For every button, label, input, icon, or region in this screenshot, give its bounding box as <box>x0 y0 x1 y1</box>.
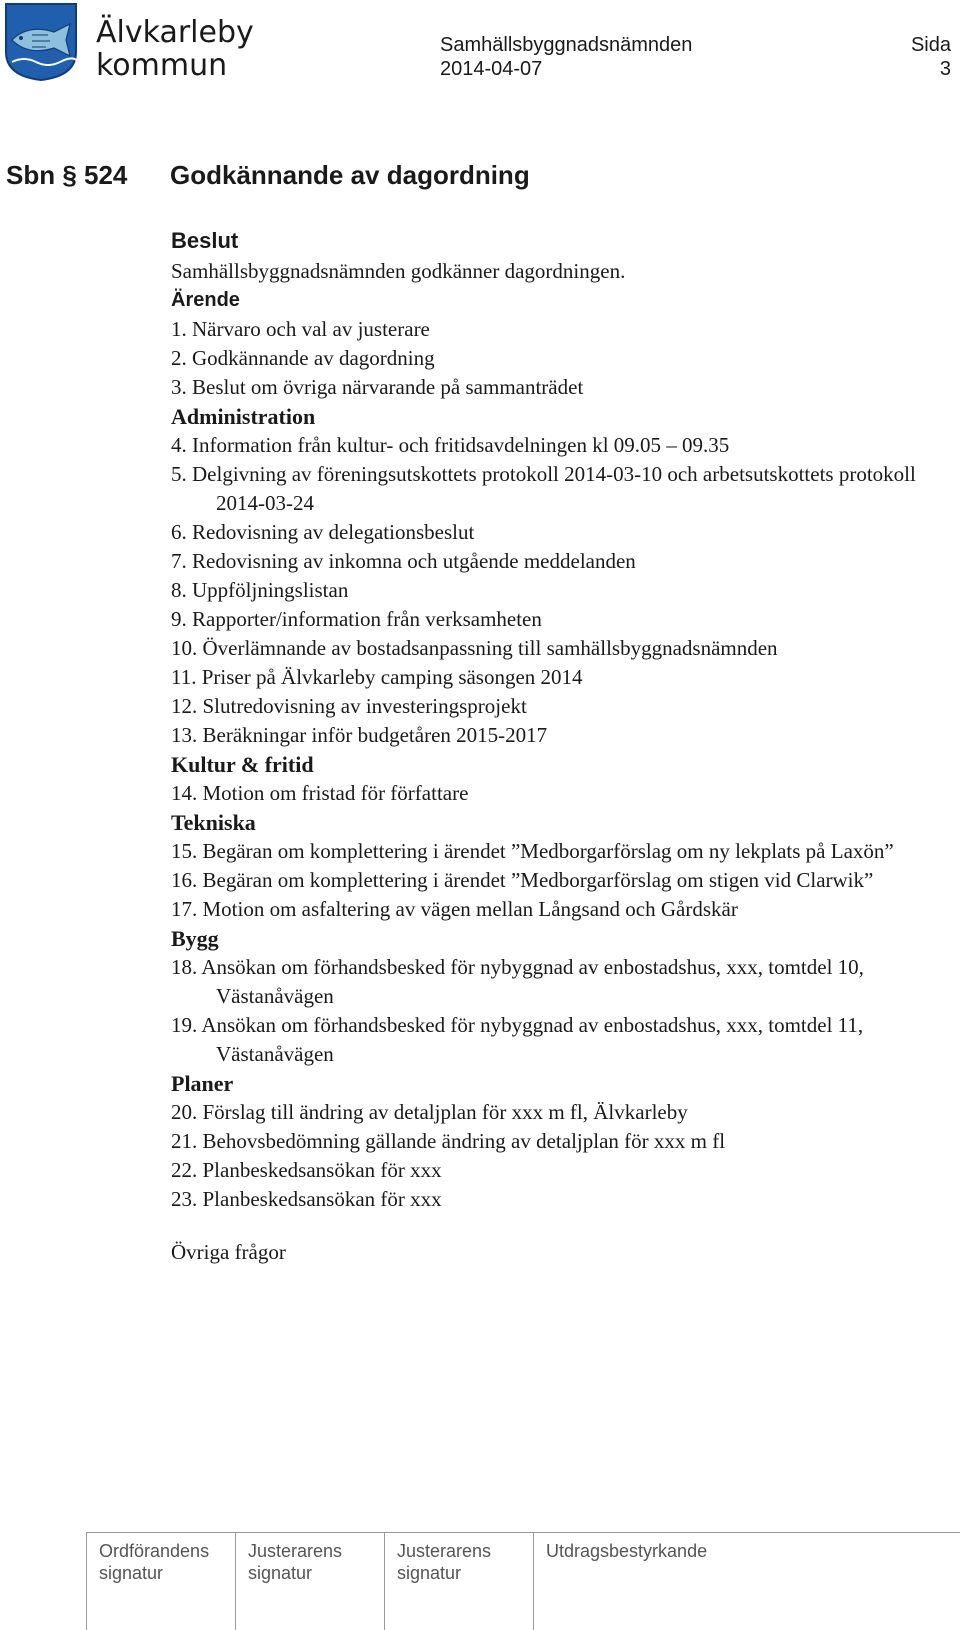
committee-name: Samhällsbyggnadsnämnden <box>440 34 693 56</box>
agenda-item: 19. Ansökan om förhandsbesked för nybyggnad av enbostadshus, xxx, tomtdel 11, Västanåvägen <box>171 1013 864 1066</box>
footer-label: Utdragsbestyrkande <box>546 1541 708 1561</box>
footer-label: signatur <box>248 1563 313 1583</box>
section-number: Sbn § 524 <box>6 160 128 190</box>
certification-box <box>533 1533 960 1630</box>
chair-signature-box <box>86 1533 235 1630</box>
agenda-item: 10. Överlämnande av bostadsanpassning till samhällsbyggnadsnämnden <box>171 636 778 660</box>
group-heading: Kultur & fritid <box>171 752 314 777</box>
agenda-item: 7. Redovisning av inkomna och utgående meddelanden <box>171 549 636 573</box>
adjuster-signature-box <box>235 1533 384 1630</box>
agenda-item: 12. Slutredovisning av investeringsprojekt <box>171 694 527 718</box>
agenda-item: 4. Information från kultur- och fritidsavdelningen kl 09.05 – 09.35 <box>171 433 730 457</box>
brand-line-2: kommun <box>96 48 228 83</box>
section-title: Godkännande av dagordning <box>170 160 530 190</box>
agenda-group <box>171 750 941 808</box>
agenda-item: 22. Planbeskedsansökan för xxx <box>171 1158 442 1182</box>
footer-label: Justerarens <box>397 1541 492 1561</box>
adjuster-signature-box <box>384 1533 533 1630</box>
footer-label: signatur <box>99 1563 164 1583</box>
agenda-item: 2. Godkännande av dagordning <box>171 346 435 370</box>
agenda-item: 1. Närvaro och val av justerare <box>171 317 430 341</box>
agenda-item: 11. Priser på Älvkarleby camping säsongen 2014 <box>171 665 583 689</box>
agenda-item: 5. Delgivning av föreningsutskottets protokoll 2014-03-10 och arbetsutskottets protokoll 2014-03-24 <box>171 462 916 515</box>
decision-heading: Beslut <box>171 228 239 253</box>
group-heading: Administration <box>171 404 316 429</box>
agenda-item: 15. Begäran om komplettering i ärendet ”Medborgarförslag om ny lekplats på Laxön” <box>171 839 894 863</box>
decision-text: Samhällsbyggnadsnämnden godkänner dagordningen. <box>171 259 626 283</box>
signature-footer <box>86 1532 960 1630</box>
group-heading: Bygg <box>171 926 219 951</box>
agenda-group <box>171 808 941 924</box>
footer-label: signatur <box>397 1563 462 1583</box>
page-number: 3 <box>939 58 951 80</box>
agenda-item: 18. Ansökan om förhandsbesked för nybyggnad av enbostadshus, xxx, tomtdel 10, Västanåvägen <box>171 955 864 1008</box>
footer-label: Ordförandens <box>99 1541 210 1561</box>
agenda-group <box>171 1069 941 1214</box>
agenda-group <box>171 402 941 750</box>
brand-line-1: Älvkarleby <box>96 15 254 50</box>
municipality-name <box>96 16 254 82</box>
agenda-item: 16. Begäran om komplettering i ärendet ”Medborgarförslag om stigen vid Clarwik” <box>171 868 874 892</box>
municipality-logo <box>4 2 78 82</box>
agenda-item: 14. Motion om fristad för författare <box>171 781 469 805</box>
group-heading: Planer <box>171 1071 234 1096</box>
agenda-item: 17. Motion om asfaltering av vägen mellan Långsand och Gårdskär <box>171 897 738 921</box>
agenda-item: 21. Behovsbedömning gällande ändring av detaljplan för xxx m fl <box>171 1129 726 1153</box>
page-label: Sida <box>910 34 951 56</box>
agenda-item: 6. Redovisning av delegationsbeslut <box>171 520 475 544</box>
document-body <box>171 224 941 1267</box>
agenda-item: 3. Beslut om övriga närvarande på sammanträdet <box>171 375 584 399</box>
other-matters: Övriga frågor <box>171 1240 286 1264</box>
agenda-item: 8. Uppföljningslistan <box>171 578 349 602</box>
group-heading: Tekniska <box>171 810 256 835</box>
agenda-item: 9. Rapporter/information från verksamheten <box>171 607 542 631</box>
agenda-group <box>171 315 941 402</box>
coat-of-arms-icon <box>4 2 78 82</box>
agenda-item: 20. Förslag till ändring av detaljplan för xxx m fl, Älvkarleby <box>171 1100 688 1124</box>
footer-label: Justerarens <box>248 1541 343 1561</box>
agenda-heading: Ärende <box>171 289 240 311</box>
agenda-item: 23. Planbeskedsansökan för xxx <box>171 1187 442 1211</box>
agenda-item: 13. Beräkningar inför budgetåren 2015-2017 <box>171 723 548 747</box>
meeting-date: 2014-04-07 <box>440 58 543 80</box>
agenda-group <box>171 924 941 1069</box>
